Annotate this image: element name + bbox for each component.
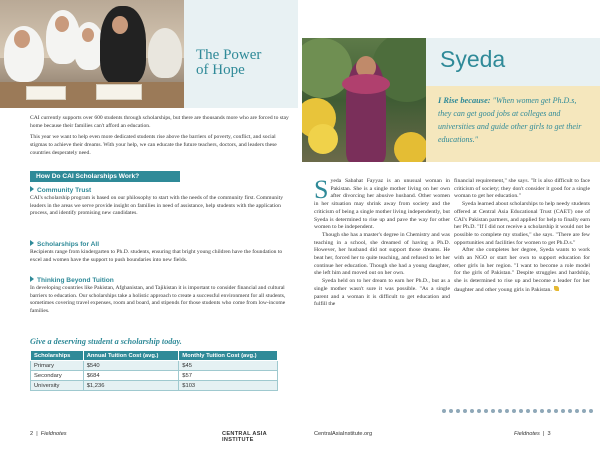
title-block (184, 0, 298, 108)
article-paragraph: Syeda learned about scholarships to help needy students offered at Central Asia Educational Trust (CAET) one of CAI's Pakistan partners, and applied for help to finally earn her Ph.D. "If I did not receive a scholarship it would not be possible to complete my studies," she says. "There are few opportunities and facilities for women to get Ph.D.s." (454, 201, 590, 246)
table-cell: $684 (83, 371, 179, 381)
website-url: CentralAsiaInstitute.org (314, 431, 373, 437)
chevron-right-icon (30, 186, 34, 192)
right-page: Syeda I Rise because: "When women get Ph.D.s, they can get good jobs at colleges and universities and guide other girls to get their educations." Syeda Sabahat Fayyaz is an unusual woman in Pakistan. She is a single mother living on her own after divorcing her abusive husband. Other women in her situation may shrink away from society and the criticism of being a single mother living independently, but Syeda is determined to rise up and pave the way for other women to be independent. Though she has a master's degree in Chemistry and was teaching in a school, she dreamed of having a Ph.D. However, her husband did not support those dreams. He beat her, forced her to quite teaching, and refused to let her continue her education. Though she had a young daughter, she left him and moved out on her own. Syeda held on to her dream to earn her Ph.D., but as a single mother wasn't sure it was possible. "As a single parent and a woman it is difficult to get education and fulfill the financial requirement," she says. "It is also difficult to face criticism of society; they don't consider it good for a single woman to get her education." Syeda learned about scholarships to help needy students offered at Central Asia Educational Trust (CAET) one of CAI's Pakistan partners, and applied for help to finally earn her Ph.D. "If I did not receive a scholarship it would not be possible to complete my studies," she says. "There are few opportunities and facilities for women to get Ph.D.s." After she completes her degree, Syeda wants to work with an NGO or start her own to support education for other girls in her region. "I want to become a role model for the girls of Pakistan." Despite struggles and hardship, she is determined to rise up and become a leader for her daughter and other young girls in Pakistan. CentralAsiaInstitute.org Fieldnotes | 3 (302, 0, 600, 456)
table-row (31, 371, 278, 381)
quote-box (426, 86, 600, 162)
table-cell: $1,236 (83, 381, 179, 391)
dotted-divider (442, 400, 598, 405)
section-heading: Scholarships for All (37, 241, 100, 248)
table-row (31, 361, 278, 371)
article-paragraph: yeda Sabahat Fayyaz is an unusual woman in Pakistan. She is a single mother living on her own after divorcing her abusive husband. Other women in her situation may shrink away from society and the criticism of being a single mother living independently, but Syeda is determined to rise up and pave the way for other women to be independent. (314, 178, 450, 231)
section-text: CAI's scholarship program is based on our philosophy to start with the needs of the community first. Community leaders in the areas we serve provide insight on families in need of assistance, help students with the application process, and identify promising new candidates. (30, 195, 284, 217)
article-paragraph: financial requirement," she says. "It is also difficult to face criticism of society; they don't consider it good for a single woman to get her education." (454, 178, 590, 200)
table-header-row (31, 351, 278, 361)
article-column-2 (454, 178, 590, 295)
page-number: 2 (30, 431, 34, 437)
table-cell: Secondary (31, 371, 84, 381)
page-title: The Power of Hope (196, 47, 262, 78)
table-cell: $57 (179, 371, 278, 381)
quote-label: I Rise because: (438, 96, 491, 105)
article-paragraph: Syeda held on to her dream to earn her Ph.D., but as a single mother wasn't sure it was possible. "As a single parent and a woman it is difficult to get education and fulfill the (314, 278, 450, 308)
syeda-portrait-photo (302, 38, 426, 162)
table-cell: University (31, 381, 84, 391)
tuition-table (30, 350, 278, 391)
section-heading: Community Trust (37, 187, 92, 194)
section-scholarships-for-all (30, 240, 292, 264)
section-community-trust (30, 186, 292, 218)
org-name: CENTRAL ASIA INSTITUTE (222, 431, 267, 443)
drop-cap: S (314, 175, 329, 204)
intro-paragraph: This year we want to help even more dedicated students rise above the barriers of poverty, conflict, and social stigmas to achieve their dreams. With your help, we can educate the future teachers, doctors, and leaders these countries desperately need. (30, 134, 277, 156)
table-header: Annual Tuition Cost (avg.) (83, 351, 179, 361)
quote-text: "When women get Ph.D.s, they can get good jobs at colleges and universities and guide other girls to get their educations." (438, 96, 582, 144)
article-paragraph: Though she has a master's degree in Chemistry and was teaching in a school, she dreamed of having a Ph.D. However, her husband did not support those dreams. He beat her, forced her to quite teaching, and refused to let her continue her education. Though she had a young daughter, she left him and moved out on her own. (314, 231, 450, 277)
page-number: 3 (547, 431, 551, 437)
name-bar (426, 38, 600, 86)
leaf-icon (554, 286, 559, 291)
chevron-right-icon (30, 276, 34, 282)
article-paragraph: After she completes her degree, Syeda wants to work with an NGO or start her own to support education for other girls in her region. "I want to become a role model for the girls of Pakistan." Despite struggles and hardship, she is determined to rise up and become a leader for her daughter and other young girls in Pakistan. (454, 247, 590, 293)
table-row (31, 381, 278, 391)
table-cell: $540 (83, 361, 179, 371)
students-reading-photo (0, 0, 184, 108)
table-header: Scholarships (31, 351, 84, 361)
intro-text (30, 114, 292, 160)
section-heading: Thinking Beyond Tuition (37, 277, 114, 284)
profile-name: Syeda (440, 46, 506, 72)
left-page: The Power of Hope CAI currently supports over 600 students through scholarships, but there are thousands more who are forced to stay home because their families can't afford an education. This year we want to help even more dedicated students rise above the barriers of poverty, conflict, and social stigmas to achieve their dreams. With your help, we can educate the future teachers, doctors, and leaders these countries desperately need. How Do CAI Scholarships Work? Community Trust CAI's scholarship program is based on our philosophy to start with the needs of the community first. Community leaders in the areas we serve provide insight on families in need of assistance, help students with the application process, and identify promising new candidates. Scholarships for All Recipients range from kindergarten to Ph.D. students, ensuring that bright young children have the foundation to excel and women have the support to push boundaries into new fields. Thinking Beyond Tuition In developing countries like Pakistan, Afghanistan, and Tajikistan it is important to consider financial and cultural barriers to education. Our scholarships take a holistic approach to create a successful environment for all students, sometimes covering travel expenses, room and board, and stipends for those students who come from low-income families. Give a deserving student a scholarship today. Scholarships Annual Tuition Cost (avg.) Monthly Tuition Cost (avg.) Primary $540 $45 Secondary $684 $57 University $1,236 $103 2 | Fieldnotes CENTRAL ASIA INSTITUTE (0, 0, 298, 456)
intro-paragraph: CAI currently supports over 600 students through scholarships, but there are thousands more who are forced to stay home because their families can't afford an education. (30, 115, 289, 129)
chevron-right-icon (30, 240, 34, 246)
table-cell: Primary (31, 361, 84, 371)
section-text: In developing countries like Pakistan, Afghanistan, and Tajikistan it is important to consider financial and cultural barriers to education. Our scholarships take a holistic approach to create a successful environment for all students, sometimes covering travel expenses, room and board, and stipends for those students who come from low-income families. (30, 285, 286, 314)
section-bar: How Do CAI Scholarships Work? (30, 171, 180, 182)
table-cell: $103 (179, 381, 278, 391)
table-cell: $45 (179, 361, 278, 371)
table-header: Monthly Tuition Cost (avg.) (179, 351, 278, 361)
journal-name: Fieldnotes (514, 431, 540, 437)
section-beyond-tuition (30, 276, 292, 315)
journal-name: Fieldnotes (40, 431, 67, 437)
section-text: Recipients range from kindergarten to Ph.D. students, ensuring that bright young children have the foundation to excel and women have the support to push boundaries into new fields. (30, 249, 283, 263)
give-title: Give a deserving student a scholarship today. (30, 337, 182, 346)
article-column-1 (314, 175, 450, 309)
